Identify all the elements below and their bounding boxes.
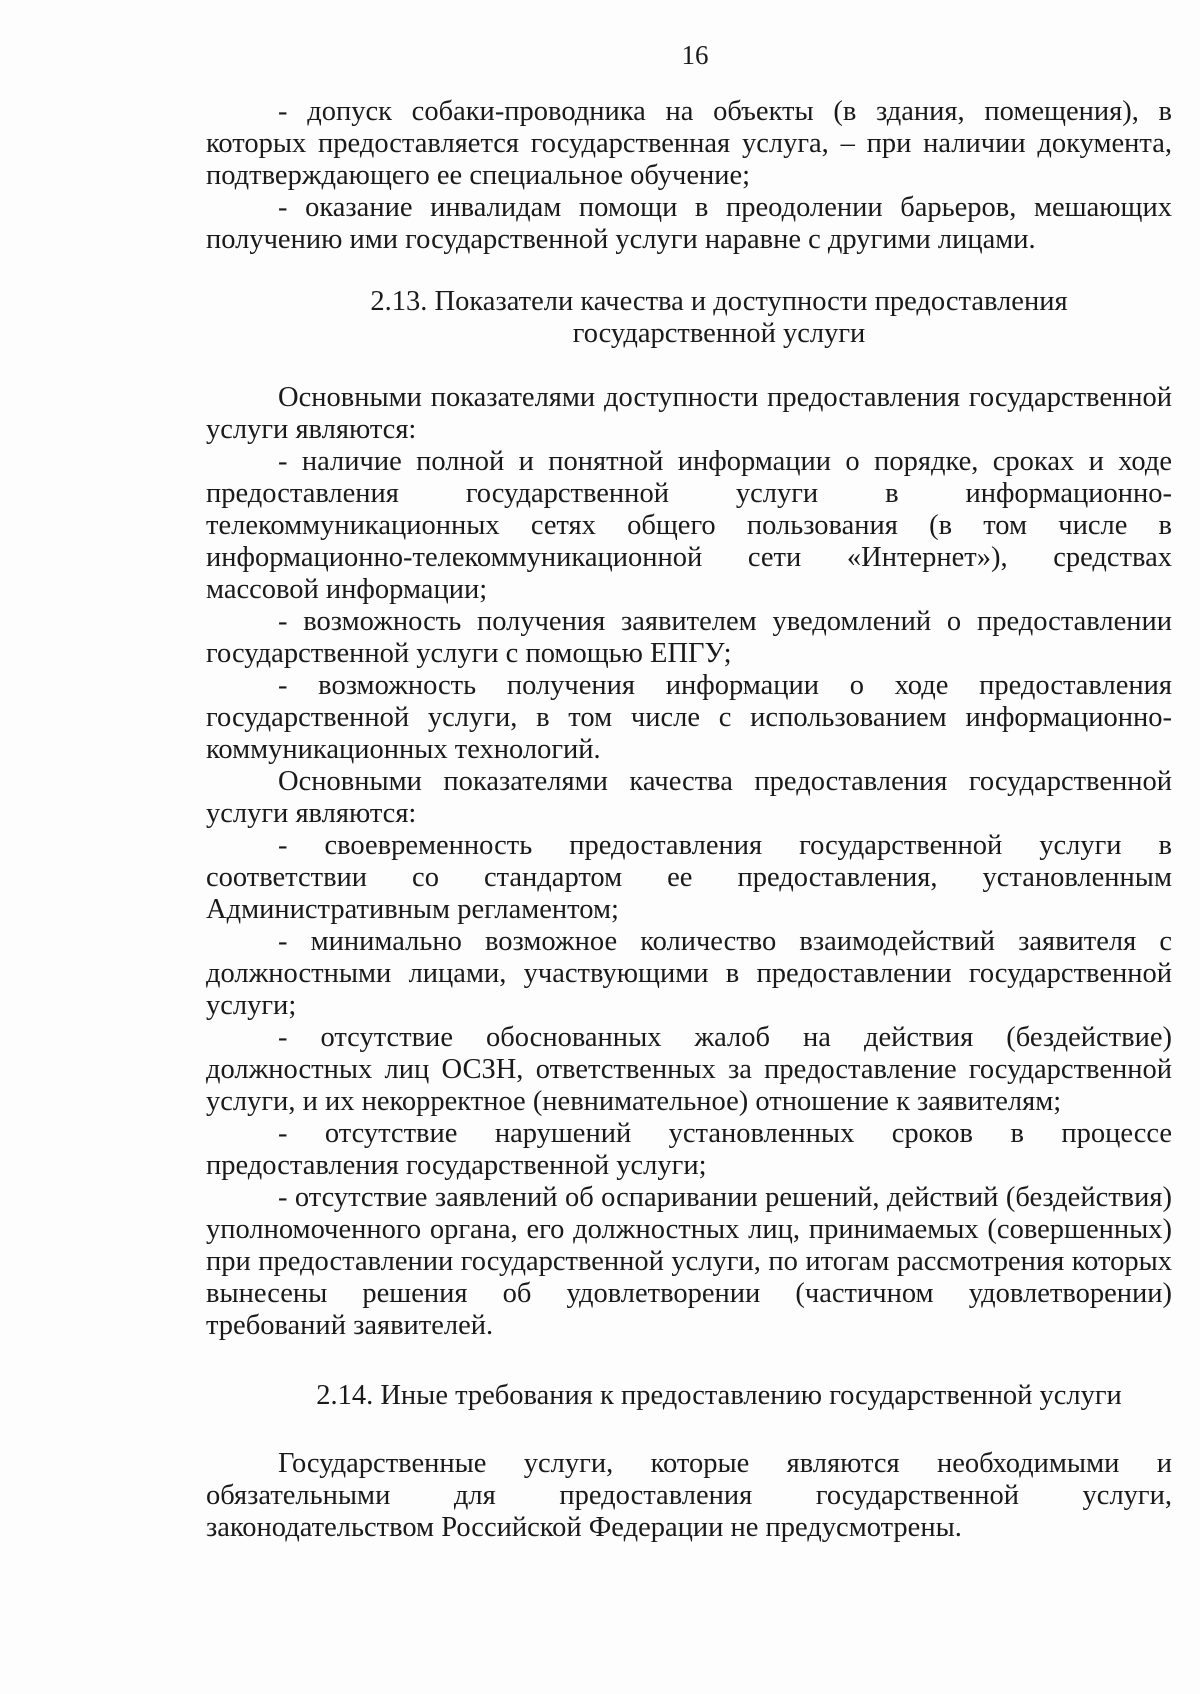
section-heading-2-14: 2.14. Иные требования к предоставлению государственной услуги [316, 1380, 1122, 1411]
list-item: - возможность получения информации о ходе предоставления государственной услуги, в том числе с использованием информационно-коммуникационных технологий. [206, 670, 1172, 765]
section-heading-2-13 [206, 286, 1172, 350]
list-item-disability-assistance: - оказание инвалидам помощи в преодолении барьеров, мешающих получению ими государственной услуги наравне с другими лицами. [206, 192, 1172, 255]
section-heading-line: государственной услуги [572, 318, 866, 349]
page-number: 16 [681, 40, 709, 70]
list-item: - отсутствие обоснованных жалоб на действия (бездействие) должностных лиц ОСЗН, ответственных за предоставление государственной услуги, и их некорректное (невнимательное) отношение к заявителям; [206, 1022, 1172, 1117]
list-item: - наличие полной и понятной информации о порядке, сроках и ходе предоставления государственной услуги в информационно-телекоммуникационных сетях общего пользования (в том числе в информационно-телекоммуникационной сети «Интернет»), средствах массовой информации; [206, 446, 1172, 605]
list-item-guide-dog: - допуск собаки-проводника на объекты (в здания, помещения), в которых предоставляется государственная услуга, – при наличии документа, подтверждающего ее специальное обучение; [206, 96, 1172, 191]
section-heading-line: 2.13. Показатели качества и доступности предоставления [370, 286, 1068, 317]
list-item: - своевременность предоставления государственной услуги в соответствии со стандартом ее предоставления, установленным Административным регламентом; [206, 830, 1172, 925]
list-item: - отсутствие заявлений об оспаривании решений, действий (бездействия) уполномоченного органа, его должностных лиц, принимаемых (совершенных) при предоставлении государственной услуги, по итогам рассмотрения которых вынесены решения об удовлетворении (частичном удовлетворении) требований заявителей. [206, 1182, 1172, 1341]
list-item: - отсутствие нарушений установленных сроков в процессе предоставления государственной услуги; [206, 1118, 1172, 1181]
section-2-14-text: Государственные услуги, которые являются необходимыми и обязательными для предоставления государственной услуги, законодательством Российской Федерации не предусмотрены. [206, 1448, 1172, 1543]
list-item: - возможность получения заявителем уведомлений о предоставлении государственной услуги с помощью ЕПГУ; [206, 606, 1172, 669]
document-body [206, 96, 1172, 1544]
list-item: - минимально возможное количество взаимодействий заявителя с должностными лицами, участвующими в предоставлении государственной услуги; [206, 926, 1172, 1021]
accessibility-intro: Основными показателями доступности предоставления государственной услуги являются: [206, 382, 1172, 445]
quality-intro: Основными показателями качества предоставления государственной услуги являются: [206, 766, 1172, 829]
